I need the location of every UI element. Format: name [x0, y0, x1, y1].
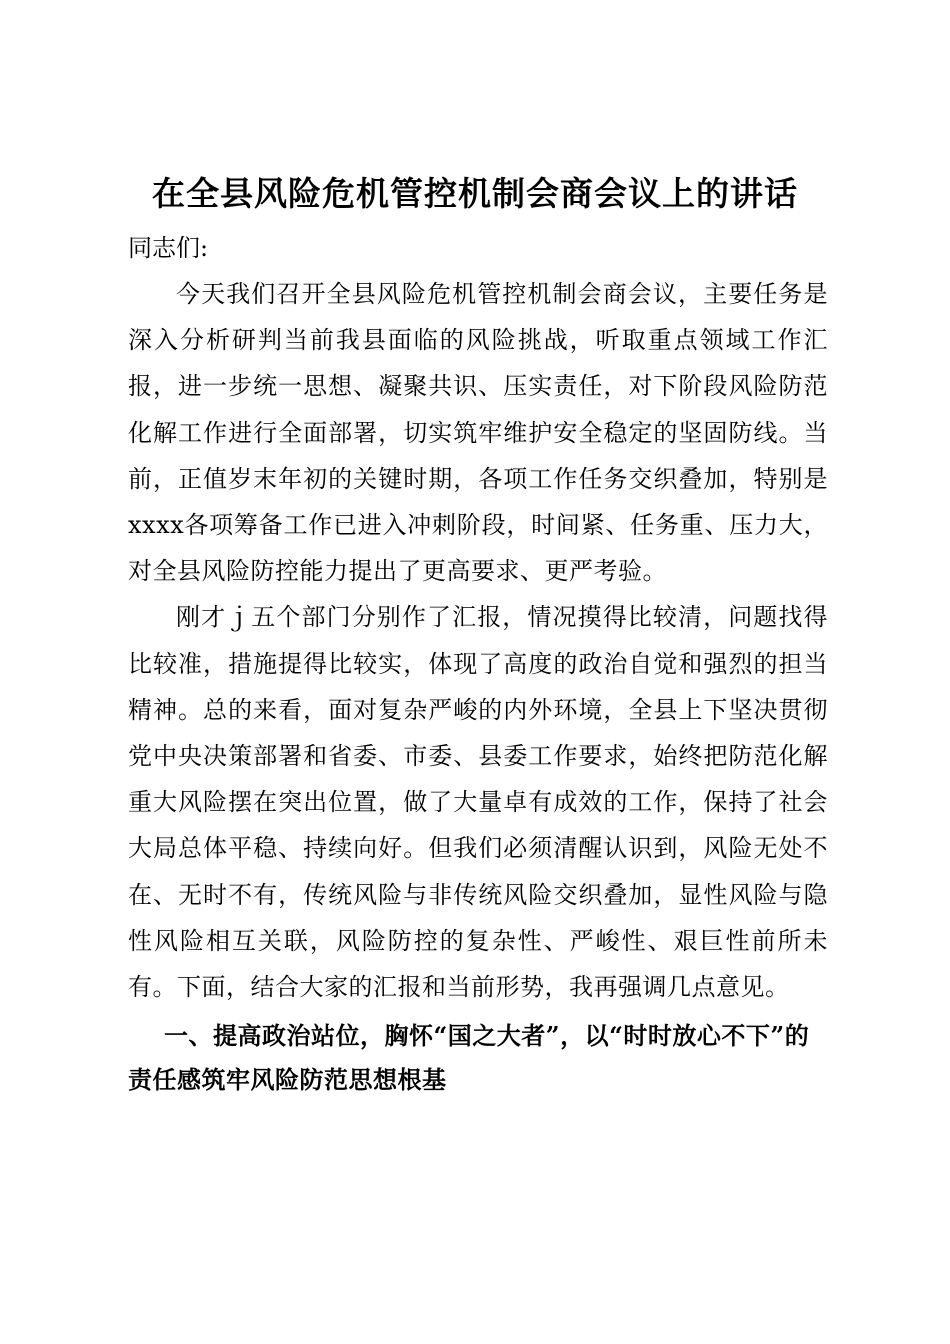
salutation: 同志们:: [128, 234, 209, 262]
paragraph-opening: 今天我们召开全县风险危机管控机制会商会议，主要任务是深入分析研判当前我县面临的风险挑战，听取重点领域工作汇报，进一步统一思想、凝聚共识、压实责任，对下阶段风险防范化解工作进行全面部署，切实筑牢维护安全稳定的坚固防线。当前，正值岁末年初的关键时期，各项工作任务交织叠加，特别是xxxx各项筹备工作已进入冲刺阶段，时间紧、任务重、压力大，对全县风险防控能力提出了更高要求、更严考验。: [128, 280, 828, 586]
section-heading-1: 一、提高政治站位，胸怀“国之大者”，以“时时放心不下”的责任感筑牢风险防范思想根基: [128, 1021, 810, 1095]
paragraph-summary: 刚才ｊ五个部门分别作了汇报，情况摸得比较清，问题找得比较准，措施提得比较实，体现了高度的政治自觉和强烈的担当精神。总的来看，面对复杂严峻的内外环境，全县上下坚决贯彻党中央决策部署和省委、市委、县委工作要求，始终把防范化解重大风险摆在突出位置，做了大量卓有成效的工作，保持了社会大局总体平稳、持续向好。但我们必须清醒认识到，风险无处不在、无时不有，传统风险与非传统风险交织叠加，显性风险与隐性风险相互关联，风险防控的复杂性、严峻性、艰巨性前所未有。下面，结合大家的汇报和当前形势，我再强调几点意见。: [128, 603, 828, 1002]
document-title: 在全县风险危机管控机制会商会议上的讲话: [152, 174, 798, 213]
document-body: [128, 225, 828, 1102]
